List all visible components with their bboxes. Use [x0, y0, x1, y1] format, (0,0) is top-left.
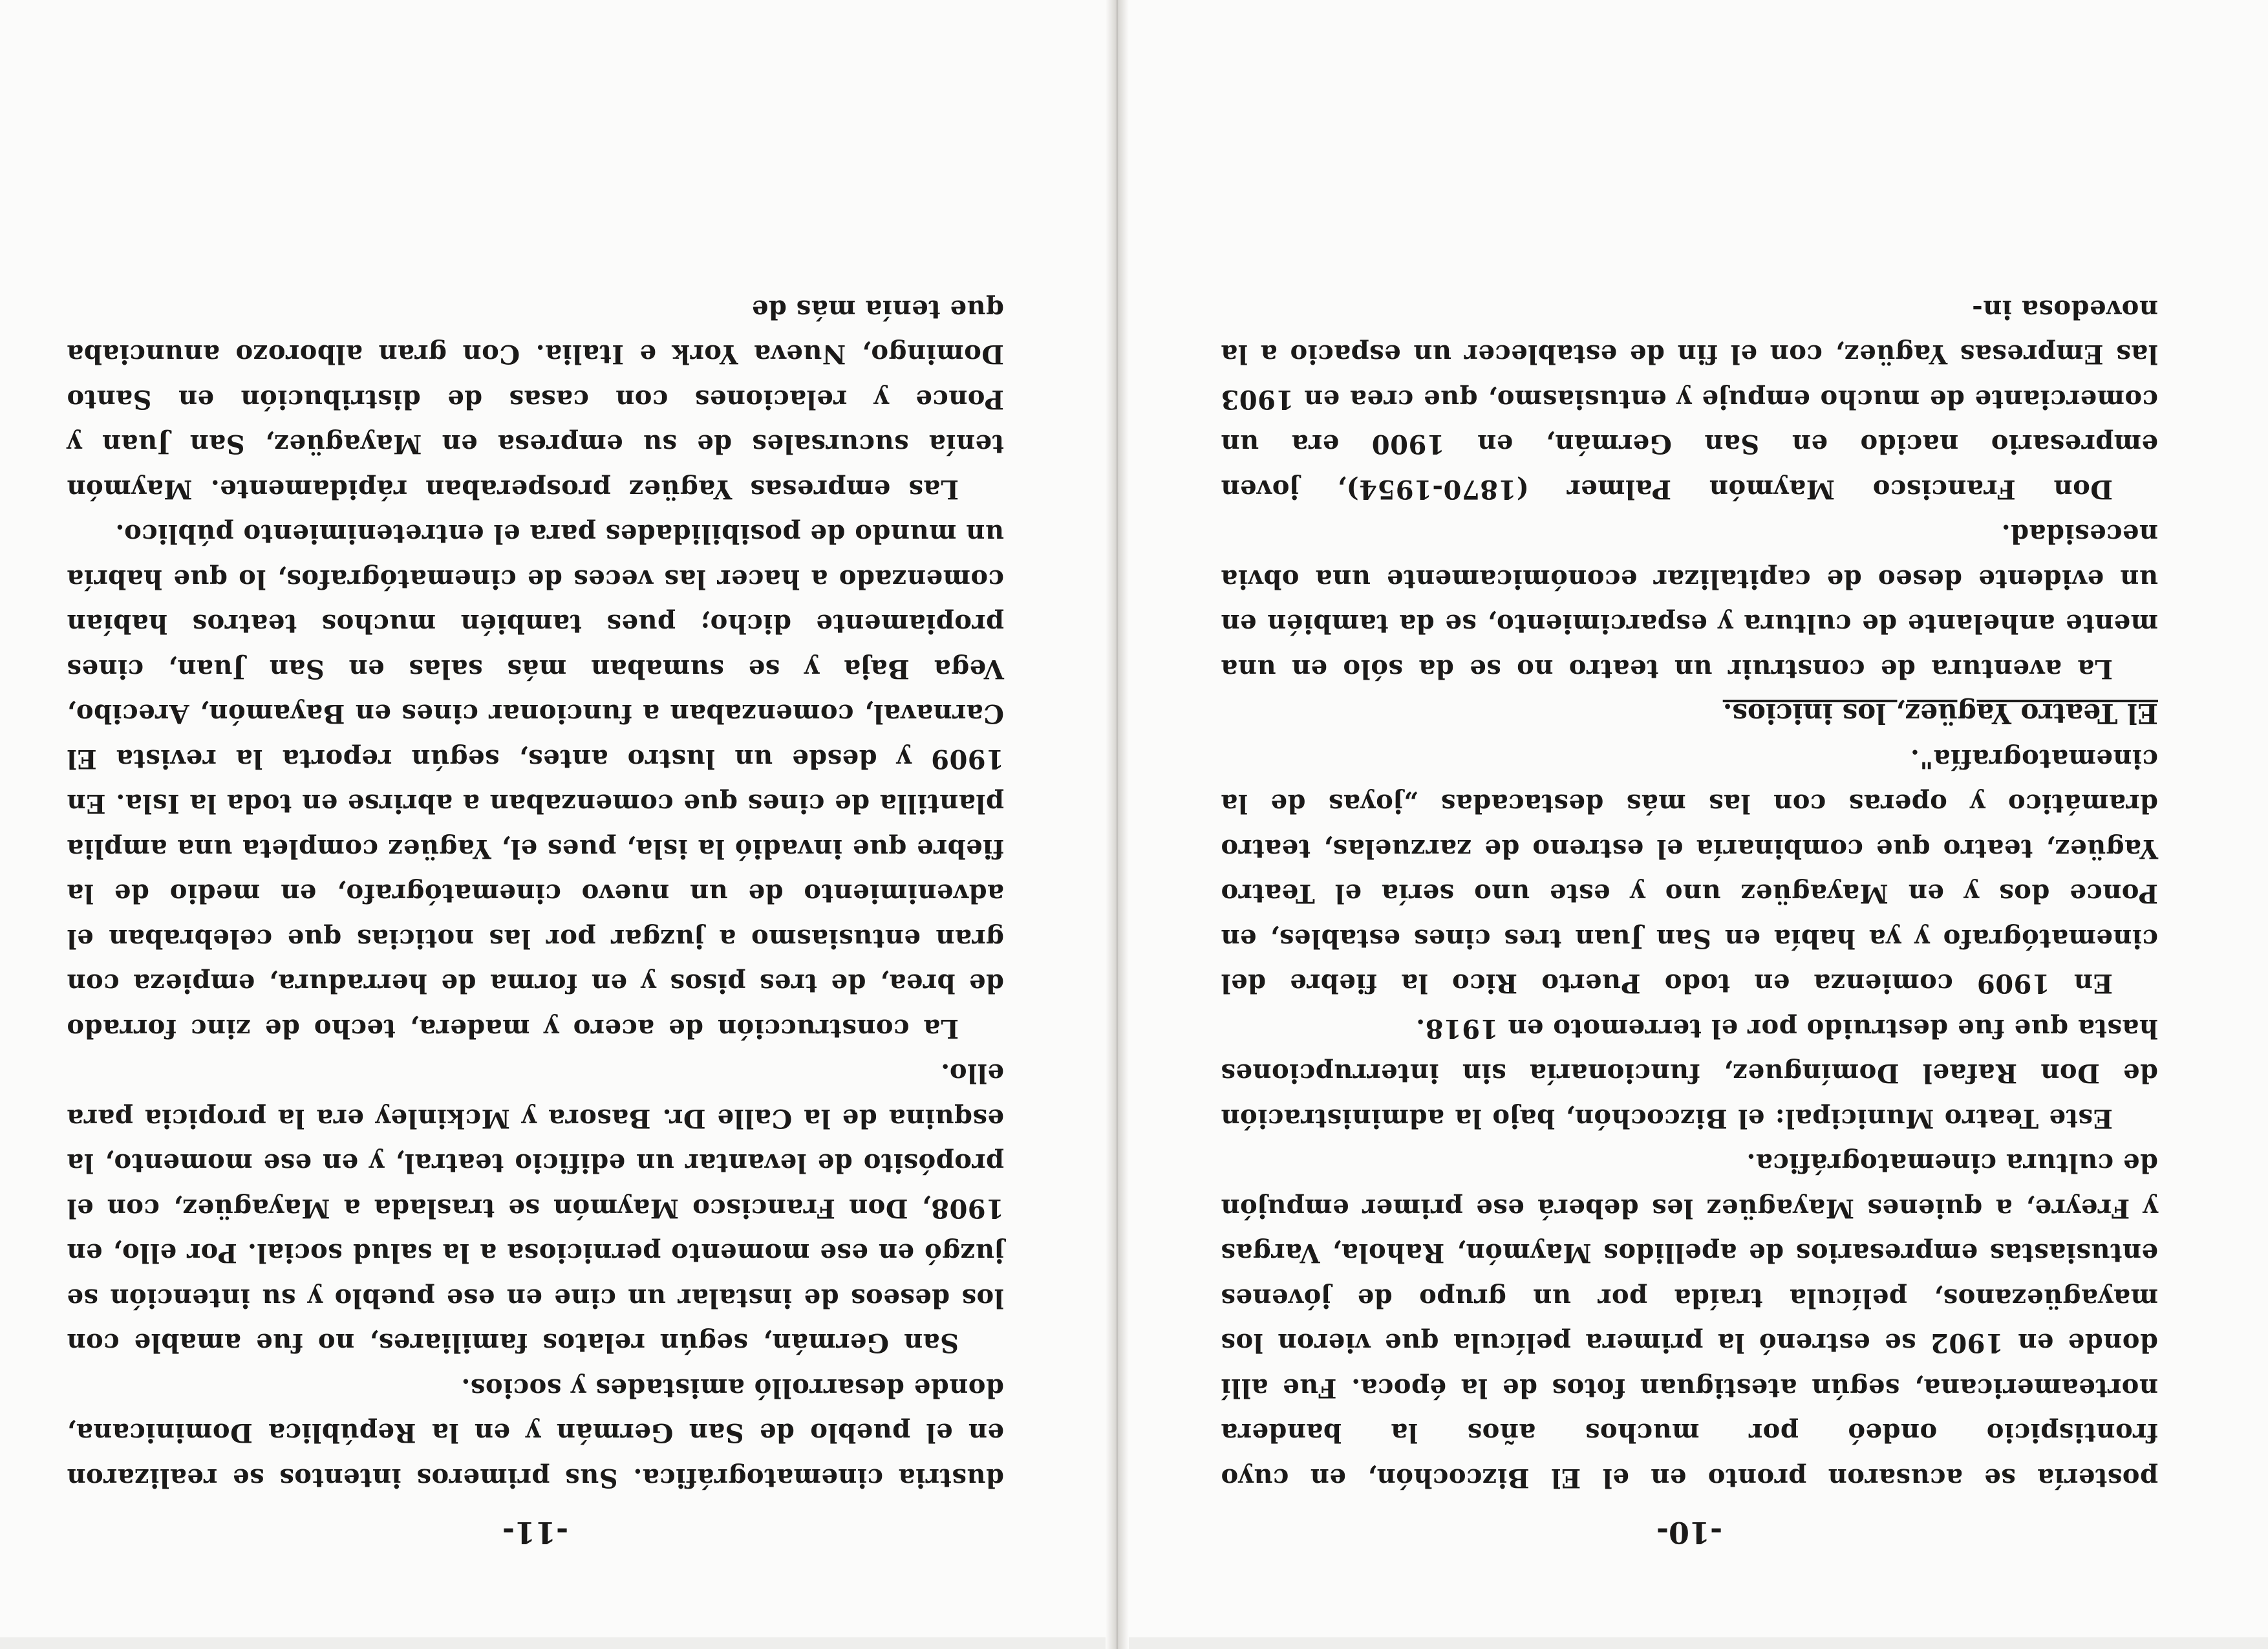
page-edge [0, 1637, 1117, 1649]
paragraph: Don Francisco Maymón Palmer (1870-1954), joven empresario nacido en San Germán, en 1900 era un comerciante de mucho empuje y entusiasmo, que crea en 1903 las Empresas Yagüez, con el fin de establecer un espacio a la novedosa in- [1221, 294, 2158, 504]
paragraph: San Germán, según relatos familiares, no fue amable con los deseos de instalar un cine en ese pueblo y su intención se juzgó en ese momento perniciosa a la salud social. Por ello, en 1908, Don Francisco Maymón se traslada a Mayagüez, con el propósito de levantar un edificio teatral, y en ese momento, la esquina de la Calle Dr. Basora y Mckinley era la propicia para ello. [67, 1058, 1004, 1359]
paragraph: En 1909 comienza en todo Puerto Rico la fiebre del cinematógrafo y ya había en San Juan tres cines estables, en Ponce dos y en Mayagüez uno y este uno sería el Teatro Yagüez, teatro que combinaría el estreno de zarzuelas, teatro dramático y operas con las más destacadas „joyas de la cinematografía". [1221, 744, 2158, 999]
section-heading: El Teatro Yagüez, los inicios. [1722, 698, 2158, 730]
paragraph: La aventura de construir un teatro no se da sólo en una mente anhelante de cultura y esparcimiento, se da también en un evidente deseo de capitalizar económicamente una obvia necesidad. [1221, 519, 2158, 684]
book-gutter [1106, 0, 1129, 1649]
page-11 [0, 0, 1117, 1649]
paragraph: La construcción de acero y madera, techo de zinc forrado de brea, de tres pisos y en forma de herradura, empieza con gran entusiasmo a juzgar por las noticias que celebraban el advenimiento de un nuevo cinematógrafo, en medio de la fiebre que invadió la isla, pues el, Yagüez completa una amplia plantilla de cines que comenzaban a abrirse en toda la Isla. En 1909 y desde un lustro antes, según reporta la revista El Carnaval, comenzaban a funcionar cines en Bayamón, Arecibo, Vega Baja y se sumaban más salas en San Juan, cines propiamente dicho; pues también muchos teatros habían comenzado a hacer las veces de cinematógrafos, lo que habría un mundo de posibilidades para el entretenimiento público. [67, 519, 1004, 1044]
paragraph: postería se acusaron pronto en el El Bizcochón, en cuyo frontispicio ondeó por muchos años la bandera norteamericana, según atestiguan fotos de la época. Fue allí donde en 1902 se estrenó la primera película que vieron los mayagüezanos, película traída por un grupo de jóvenes entusiastas empresarios de apellidos Maymón, Rahola, Vargas y Freyre, a quienes Mayagüez les deberá ese primer empujón de cultura cinematográfica. [1221, 1148, 2158, 1493]
page-number: -11- [502, 1515, 569, 1550]
paragraph: dustria cinematográfica. Sus primeros intentos se realizaron en el pueblo de San Germán y en la República Dominicana, donde desarrolló amistades y socios. [67, 1373, 1004, 1493]
page-edge [1117, 1637, 2268, 1649]
page-number: -10- [1656, 1515, 1723, 1550]
paragraph: Las empresas Yagüez prosperaban rápidamente. Maymón tenía sucursales de su empresa en Mayagüez, San Juan y Ponce y relaciones con casas de distribución en Santo Domingo, Nueva York e Italia. Con gran alborozo anunciaba que tenía más de [67, 294, 1004, 504]
paragraph: Este Teatro Municipal: el Bizcochón, bajo la administración de Don Rafael Domínguez, funcionaría sin interrupciones hasta que fue destruido por el terremoto en 1918. [1221, 1013, 2158, 1134]
page-10 [1117, 0, 2268, 1649]
page-11-text-block [67, 287, 1004, 1553]
page-10-text-block [1221, 287, 2158, 1553]
